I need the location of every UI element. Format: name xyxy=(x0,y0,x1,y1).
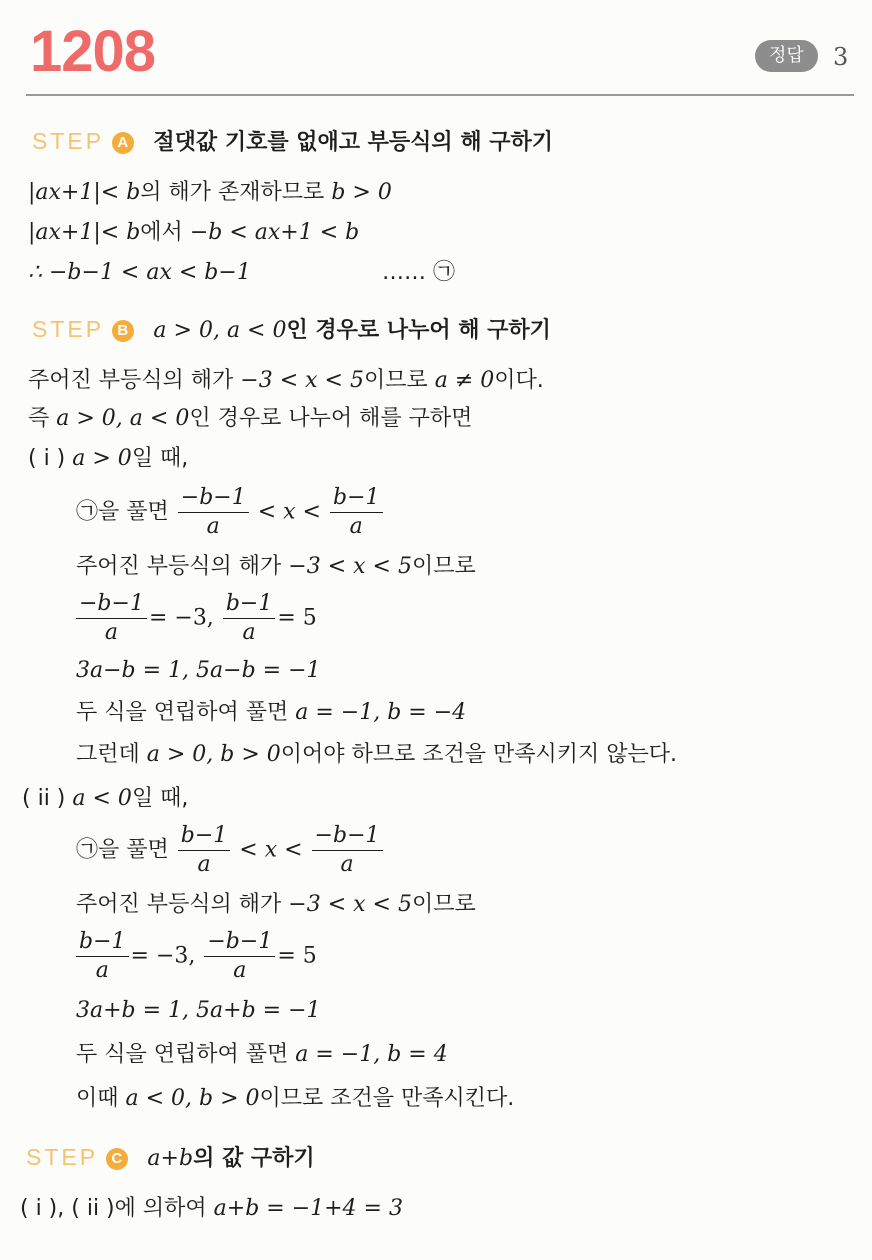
case-1-conclusion xyxy=(76,740,677,770)
step-c-badge: C xyxy=(106,1148,128,1170)
fraction: $\frac{b-1}{a}$ xyxy=(223,590,276,647)
step-c-result xyxy=(20,1194,403,1224)
math-expr: −3 < x < 5 xyxy=(240,368,364,393)
math-expr: a < 0, b > 0 xyxy=(125,1086,260,1111)
math-expr: a ≠ 0 xyxy=(434,368,495,393)
text: 그런데 xyxy=(76,742,140,767)
fraction: $\frac{-b-1}{a}$ xyxy=(76,590,147,647)
math-expr: = −3, xyxy=(148,605,214,631)
text: 이므로 xyxy=(411,892,476,917)
math-expr: |ax+1|< b xyxy=(28,220,141,245)
step-a-line-3 xyxy=(28,258,251,288)
step-b-heading xyxy=(32,314,551,346)
step-tag: STEP xyxy=(26,1144,99,1170)
math-expr: a > 0 xyxy=(72,446,132,471)
case-1-equations xyxy=(74,590,317,647)
text: 주어진 부등식의 해가 xyxy=(76,554,282,579)
step-c-heading xyxy=(26,1142,315,1174)
fraction: $\frac{b-1}{a}$ xyxy=(178,822,231,879)
math-expr: < x < xyxy=(257,499,321,525)
math-expr: a = −1, b = 4 xyxy=(295,1042,448,1067)
step-a-line-3-marker xyxy=(382,258,455,288)
math-expr: a+b = −1+4 = 3 xyxy=(213,1196,403,1221)
case-2-conclusion xyxy=(76,1084,514,1114)
case-2-system xyxy=(76,996,321,1026)
text: 이때 xyxy=(76,1086,119,1111)
math-expr: = −3, xyxy=(130,943,196,969)
text: 이므로 xyxy=(363,368,428,393)
text: 이어야 하므로 조건을 만족시키지 않는다. xyxy=(280,742,678,767)
problem-number: 1208 xyxy=(30,19,156,84)
step-b-intro-1 xyxy=(28,366,544,396)
text: 두 식을 연립하여 풀면 xyxy=(76,700,289,725)
case-label: ( i ) xyxy=(28,446,66,471)
case-label: ( ii ) xyxy=(22,786,66,811)
math-expr: −3 < x < 5 xyxy=(288,554,412,579)
math-expr: −3 < x < 5 xyxy=(288,892,412,917)
header-divider xyxy=(26,94,854,96)
case-1-solution xyxy=(76,698,466,728)
answer-value: 3 xyxy=(833,43,849,71)
fraction: $\frac{-b-1}{a}$ xyxy=(312,822,383,879)
text: 에서 xyxy=(140,220,183,245)
text: 일 때, xyxy=(131,446,189,471)
math-expr: 3a+b = 1, 5a+b = −1 xyxy=(76,998,321,1023)
circled-marker-icon: ㉠ xyxy=(433,260,456,285)
text: 을 풀면 xyxy=(98,499,169,525)
case-2-solution xyxy=(76,1040,448,1070)
step-a-badge: A xyxy=(112,132,134,154)
text: 두 식을 연립하여 풀면 xyxy=(76,1042,289,1067)
step-a-line-2 xyxy=(28,218,359,248)
circled-marker-icon: ㉠ xyxy=(76,837,99,863)
step-b-title: 인 경우로 나누어 해 구하기 xyxy=(286,318,551,343)
case-2-heading xyxy=(22,784,188,814)
fraction: $\frac{b-1}{a}$ xyxy=(330,484,383,541)
text: ( i ), ( ii )에 의하여 xyxy=(20,1196,207,1221)
text: 을 풀면 xyxy=(98,837,169,863)
math-expr: a > 0, a < 0 xyxy=(56,406,190,431)
text: 주어진 부등식의 해가 xyxy=(28,368,234,393)
text: 즉 xyxy=(28,406,50,431)
circled-marker-icon: ㉠ xyxy=(76,499,99,525)
math-expr: a = −1, b = −4 xyxy=(295,700,467,725)
fraction: $\frac{b-1}{a}$ xyxy=(76,928,129,985)
step-b-badge: B xyxy=(112,320,134,342)
math-expr: = 5 xyxy=(277,943,317,969)
math-expr: a > 0, b > 0 xyxy=(146,742,281,767)
case-1-given-line xyxy=(76,552,476,582)
math-expr: b > 0 xyxy=(331,180,392,205)
step-a-heading xyxy=(32,126,553,158)
math-expr: |ax+1|< b xyxy=(28,180,141,205)
step-c-title: 의 값 구하기 xyxy=(193,1146,315,1171)
step-b-title-math: a > 0, a < 0 xyxy=(153,318,287,343)
math-expr: < x < xyxy=(239,837,303,863)
dots: …… xyxy=(382,260,426,285)
text: 이므로 xyxy=(411,554,476,579)
step-tag: STEP xyxy=(32,316,105,342)
math-expr: 3a−b = 1, 5a−b = −1 xyxy=(76,658,321,683)
text: 의 해가 존재하므로 xyxy=(140,180,325,205)
case-1-solve-line xyxy=(76,484,385,541)
case-2-given-line xyxy=(76,890,476,920)
step-tag: STEP xyxy=(32,128,105,154)
fraction: $\frac{-b-1}{a}$ xyxy=(178,484,249,541)
text: 인 경우로 나누어 해를 구하면 xyxy=(189,406,473,431)
case-2-solve-line xyxy=(76,822,385,879)
case-1-heading xyxy=(28,444,188,474)
case-2-equations xyxy=(74,928,317,985)
answer-badge: 정답 xyxy=(755,40,818,72)
math-expr: a < 0 xyxy=(72,786,132,811)
text: 주어진 부등식의 해가 xyxy=(76,892,282,917)
step-a-line-1 xyxy=(28,178,392,208)
text: 일 때, xyxy=(131,786,189,811)
step-a-title: 절댓값 기호를 없애고 부등식의 해 구하기 xyxy=(153,130,554,155)
text: 이다. xyxy=(494,368,544,393)
math-expr: ∴ −b−1 < ax < b−1 xyxy=(28,260,251,285)
math-expr: = 5 xyxy=(277,605,317,631)
fraction: $\frac{-b-1}{a}$ xyxy=(204,928,275,985)
math-expr: −b < ax+1 < b xyxy=(189,220,360,245)
text: 이므로 조건을 만족시킨다. xyxy=(259,1086,515,1111)
case-1-system xyxy=(76,656,321,686)
step-c-title-math: a+b xyxy=(147,1146,194,1171)
step-b-intro-2 xyxy=(28,404,472,434)
